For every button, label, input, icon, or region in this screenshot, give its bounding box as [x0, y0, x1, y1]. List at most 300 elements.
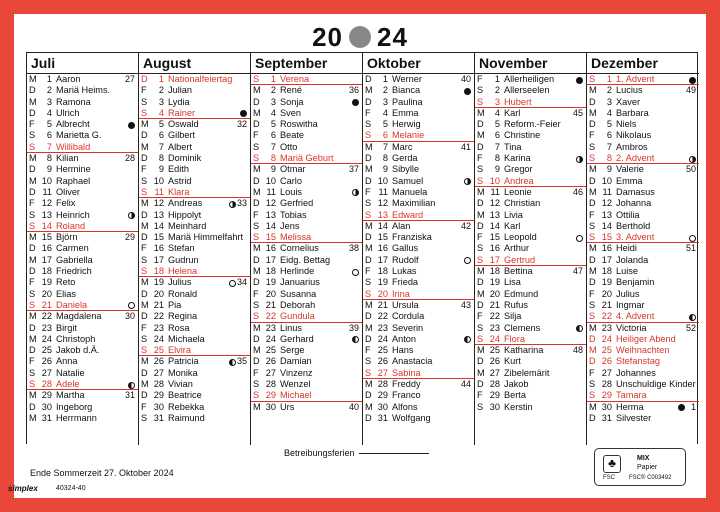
weekday: D [141, 311, 148, 322]
name-day: Julius [168, 277, 192, 288]
fsc-code: FSC® C003492 [629, 475, 672, 481]
name-day: Felix [56, 198, 76, 209]
day-row [587, 300, 699, 311]
weekday: D [477, 356, 484, 367]
day-row [363, 300, 474, 311]
day-number: 23 [265, 322, 276, 333]
weekday: S [141, 107, 148, 118]
name-day: Cornelius [280, 243, 319, 254]
fsc-tree-icon: ♣ [603, 455, 621, 473]
name-day: Hermine [56, 164, 91, 175]
name-day: Tina [504, 141, 522, 152]
name-day: Eidg. Bettag [280, 254, 331, 265]
day-number: 24 [489, 333, 500, 344]
name-day: Rosa [168, 322, 190, 333]
day-row [139, 187, 250, 198]
day-number: 30 [377, 401, 388, 412]
weekday: S [141, 333, 148, 344]
name-day: Ingeborg [56, 401, 93, 412]
day-row [363, 108, 474, 119]
weekday: M [365, 85, 373, 96]
weekday: M [253, 243, 261, 254]
name-day: Herwig [392, 119, 421, 130]
weekday: F [365, 345, 371, 356]
week-number: 52 [685, 322, 696, 333]
weekday: F [29, 119, 35, 130]
weekday: D [589, 254, 596, 265]
weekday: D [141, 209, 148, 220]
name-day: Irina [392, 288, 410, 299]
name-day: Serge [280, 345, 305, 356]
weekday: M [589, 401, 597, 412]
weekday: D [365, 254, 372, 265]
name-day: Allerheiligen [504, 74, 555, 84]
day-row [363, 164, 474, 175]
weekday: D [365, 153, 372, 164]
day-row [27, 368, 138, 379]
day-number: 21 [41, 299, 52, 310]
day-row [363, 119, 474, 130]
weekday: S [365, 198, 372, 209]
betreibungsferien-label: Betreibungsferien [284, 448, 429, 458]
moon-phase-new-icon [576, 77, 583, 84]
day-row [251, 221, 362, 232]
weekday: F [589, 367, 595, 378]
weekday: D [141, 74, 148, 84]
day-number: 1 [382, 74, 388, 84]
day-number: 14 [153, 220, 164, 231]
name-day: Edward [392, 209, 424, 220]
week-number: 31 [124, 390, 135, 401]
day-row [139, 198, 250, 209]
day-row [475, 74, 586, 85]
day-number: 7 [270, 141, 276, 152]
day-number: 25 [601, 345, 612, 356]
weekday: M [589, 107, 597, 118]
product-code: 40324-40 [56, 485, 86, 492]
week-number: 43 [460, 299, 471, 310]
day-row [139, 413, 250, 424]
weekday: M [589, 243, 597, 254]
day-number: 4 [382, 107, 388, 118]
day-row [27, 221, 138, 232]
name-day: Arthur [504, 243, 530, 254]
name-day: Hans [392, 345, 414, 356]
weekday: S [141, 175, 148, 186]
day-number: 16 [153, 243, 164, 254]
day-number: 7 [494, 141, 500, 152]
day-number: 5 [382, 119, 388, 130]
weekday: D [589, 333, 596, 344]
day-number: 16 [601, 243, 612, 254]
moon-phase-full-icon [464, 257, 471, 264]
moon-phase-last-icon [689, 314, 696, 321]
moon-phase-new-icon [240, 110, 247, 117]
weekday: D [365, 333, 372, 344]
day-number: 30 [489, 401, 500, 412]
moon-phase-full-icon [576, 235, 583, 242]
month-column [475, 53, 587, 445]
name-day: Ottilia [616, 209, 640, 220]
day-row [251, 232, 362, 243]
day-number: 18 [41, 266, 52, 277]
name-day: Pia [168, 299, 182, 310]
day-number: 25 [41, 345, 52, 356]
month-name: Juli [27, 53, 138, 74]
name-day: Cordula [392, 311, 425, 322]
weekday: D [29, 243, 36, 254]
name-day: Gertrud [504, 254, 536, 265]
weekday: S [29, 141, 36, 152]
week-number: 1 [690, 401, 696, 412]
day-row [251, 74, 362, 85]
weekday: S [365, 130, 372, 141]
day-number: 12 [153, 198, 164, 209]
weekday: S [477, 322, 484, 333]
day-row [363, 402, 474, 413]
day-number: 4 [270, 107, 276, 118]
day-row [475, 176, 586, 187]
moon-phase-full-icon [229, 280, 236, 287]
weekday: M [253, 107, 261, 118]
day-number: 9 [494, 164, 500, 175]
day-row [27, 413, 138, 424]
day-row [251, 289, 362, 300]
day-number: 13 [489, 209, 500, 220]
day-row [27, 266, 138, 277]
moon-phase-first-icon [576, 156, 583, 163]
day-number: 28 [489, 379, 500, 390]
day-number: 24 [377, 333, 388, 344]
day-number: 5 [158, 119, 164, 130]
months-grid [26, 52, 698, 444]
name-day: Nikolaus [616, 130, 652, 141]
day-number: 2 [606, 85, 612, 96]
weekday: D [365, 311, 372, 322]
day-number: 9 [382, 164, 388, 175]
weekday: S [365, 119, 372, 130]
name-day: René [280, 85, 302, 96]
name-day: Johannes [616, 367, 656, 378]
day-number: 27 [265, 367, 276, 378]
name-day: Gundula [280, 311, 315, 322]
name-day: Gerhard [280, 333, 314, 344]
name-day: Carmen [56, 243, 89, 254]
name-day: Valerie [616, 164, 644, 175]
name-day: Lisa [504, 277, 521, 288]
day-row [27, 390, 138, 401]
day-number: 13 [601, 209, 612, 220]
name-day: Heidi [616, 243, 637, 254]
weekday: M [365, 220, 373, 231]
day-row [139, 334, 250, 345]
day-row [27, 334, 138, 345]
day-row [139, 108, 250, 119]
day-number: 17 [377, 254, 388, 265]
weekday: F [365, 186, 371, 197]
day-row [587, 277, 699, 288]
day-row [251, 311, 362, 322]
week-number: 45 [572, 107, 583, 118]
name-day: Albert [168, 141, 193, 152]
name-day: Franco [392, 390, 421, 401]
day-number: 19 [377, 277, 388, 288]
weekday: D [253, 277, 260, 288]
day-number: 19 [489, 277, 500, 288]
day-number: 7 [158, 141, 164, 152]
name-day: Paulina [392, 96, 423, 107]
name-day: Klara [168, 186, 190, 197]
week-number: 33 [236, 198, 247, 209]
day-number: 3 [158, 96, 164, 107]
name-day: Andrea [504, 175, 534, 186]
name-day: Stefan [168, 243, 195, 254]
weekday: M [29, 311, 37, 322]
weekday: D [29, 85, 36, 96]
day-row [27, 119, 138, 130]
weekday: S [29, 367, 36, 378]
day-number: 24 [265, 333, 276, 344]
weekday: M [253, 322, 261, 333]
weekday: S [589, 379, 596, 390]
weekday: D [141, 153, 148, 164]
weekday: M [589, 186, 597, 197]
day-number: 26 [601, 356, 612, 367]
name-day: Alfons [392, 401, 418, 412]
month-column [139, 53, 251, 445]
day-number: 24 [153, 333, 164, 344]
weekday: D [477, 299, 484, 310]
month-column [27, 53, 139, 445]
day-number: 5 [270, 119, 276, 130]
week-number: 29 [124, 232, 135, 243]
day-row [139, 97, 250, 108]
name-day: Björn [56, 232, 78, 243]
name-day: Luise [616, 266, 638, 277]
name-day: Roswitha [280, 119, 318, 130]
name-day: Edith [168, 164, 189, 175]
weekday: M [141, 119, 149, 130]
month-name: Dezember [587, 53, 699, 74]
name-day: Christine [504, 130, 541, 141]
day-number: 16 [377, 243, 388, 254]
weekday: M [253, 266, 261, 277]
weekday: S [253, 311, 260, 322]
week-number: 27 [124, 74, 135, 84]
day-number: 10 [265, 175, 276, 186]
name-day: Allerseelen [504, 85, 550, 96]
month-name: November [475, 53, 586, 74]
day-row [139, 345, 250, 356]
day-number: 8 [606, 153, 612, 164]
day-number: 26 [265, 356, 276, 367]
name-day: Gilbert [168, 130, 196, 141]
name-day: Xaver [616, 96, 641, 107]
weekday: D [365, 232, 372, 243]
day-number: 27 [153, 367, 164, 378]
name-day: Flora [504, 333, 525, 344]
day-row [27, 289, 138, 300]
name-day: Oswald [168, 119, 199, 130]
name-day: Aaron [56, 74, 81, 84]
month-name: August [139, 53, 250, 74]
week-number: 35 [236, 356, 247, 367]
weekday: S [589, 141, 596, 152]
name-day: Dominik [168, 153, 202, 164]
day-number: 18 [601, 266, 612, 277]
name-day: Alan [392, 220, 411, 231]
weekday: M [29, 74, 37, 84]
day-row [475, 255, 586, 266]
week-number: 28 [124, 153, 135, 164]
day-number: 18 [489, 266, 500, 277]
name-day: Karl [504, 220, 521, 231]
weekday: D [477, 198, 484, 209]
day-row [139, 153, 250, 164]
day-number: 30 [41, 401, 52, 412]
moon-phase-last-icon [128, 382, 135, 389]
moon-phase-first-icon [128, 212, 135, 219]
weekday: S [477, 164, 484, 175]
name-day: Reto [56, 277, 76, 288]
day-row [27, 232, 138, 243]
day-row [475, 221, 586, 232]
weekday: S [141, 186, 148, 197]
day-row [251, 300, 362, 311]
moon-phase-new-icon [678, 404, 685, 411]
week-number: 44 [460, 379, 471, 390]
name-day: Weihnachten [616, 345, 670, 356]
name-day: Melanie [392, 130, 425, 141]
day-row [475, 311, 586, 322]
day-row [587, 130, 699, 141]
day-row [27, 142, 138, 153]
weekday: D [365, 175, 372, 186]
day-row [587, 402, 699, 413]
day-row [587, 187, 699, 198]
name-day: 4. Advent [616, 311, 655, 322]
name-day: Martha [56, 390, 85, 401]
day-number: 1 [270, 74, 276, 84]
day-number: 5 [606, 119, 612, 130]
day-number: 2 [382, 85, 388, 96]
weekday: F [365, 266, 371, 277]
day-number: 29 [377, 390, 388, 401]
name-day: Tamara [616, 390, 647, 401]
day-number: 25 [153, 345, 164, 356]
day-row [251, 277, 362, 288]
day-row [363, 243, 474, 254]
name-day: Astrid [168, 175, 192, 186]
day-row [475, 289, 586, 300]
day-number: 22 [489, 311, 500, 322]
weekday: D [589, 412, 596, 423]
day-row [139, 266, 250, 277]
day-number: 11 [602, 186, 612, 197]
day-row [251, 142, 362, 153]
weekday: D [253, 356, 260, 367]
day-row [27, 300, 138, 311]
day-number: 12 [601, 198, 612, 209]
day-number: 12 [377, 198, 388, 209]
name-day: 1. Advent [616, 74, 655, 84]
day-row [139, 243, 250, 254]
name-day: Jakob [504, 379, 529, 390]
day-row [475, 210, 586, 221]
day-number: 20 [265, 288, 276, 299]
day-row [475, 119, 586, 130]
weekday: S [253, 74, 260, 84]
day-number: 21 [153, 299, 164, 310]
name-day: Rufus [504, 299, 529, 310]
day-row [363, 232, 474, 243]
weekday: D [141, 130, 148, 141]
name-day: Raimund [168, 412, 205, 423]
weekday: D [141, 288, 148, 299]
name-day: Verena [280, 74, 310, 84]
weekday: M [365, 401, 373, 412]
day-number: 2 [46, 85, 52, 96]
day-row [251, 85, 362, 96]
weekday: D [589, 277, 596, 288]
day-row [251, 334, 362, 345]
day-number: 10 [41, 175, 52, 186]
day-row [27, 97, 138, 108]
name-day: Andreas [168, 198, 203, 209]
day-number: 31 [41, 412, 52, 423]
year-dot [349, 26, 371, 48]
day-row [363, 187, 474, 198]
name-day: Damian [280, 356, 312, 367]
name-day: Urs [280, 401, 295, 412]
weekday: F [477, 74, 483, 84]
day-number: 25 [377, 345, 388, 356]
day-number: 12 [41, 198, 52, 209]
day-row [139, 311, 250, 322]
weekday: M [477, 266, 485, 277]
day-number: 4 [606, 107, 612, 118]
name-day: Ronald [168, 288, 198, 299]
weekday: S [365, 367, 372, 378]
day-number: 27 [41, 367, 52, 378]
weekday: M [253, 345, 261, 356]
day-row [363, 266, 474, 277]
moon-phase-new-icon [352, 99, 359, 106]
name-day: Anna [56, 356, 78, 367]
day-number: 6 [606, 130, 612, 141]
month-name: Oktober [363, 53, 474, 74]
weekday: F [141, 401, 147, 412]
name-day: Anastacia [392, 356, 433, 367]
day-number: 20 [41, 288, 52, 299]
weekday: S [141, 96, 148, 107]
day-number: 22 [377, 311, 388, 322]
day-number: 14 [489, 220, 500, 231]
day-row [363, 176, 474, 187]
weekday: S [141, 412, 148, 423]
name-day: Ambros [616, 141, 648, 152]
moon-phase-first-icon [229, 201, 236, 208]
name-day: Melissa [280, 232, 312, 243]
name-day: Jens [280, 220, 300, 231]
day-row [139, 142, 250, 153]
day-row [27, 108, 138, 119]
day-number: 7 [382, 141, 388, 152]
name-day: Kurt [504, 356, 521, 367]
weekday: M [29, 333, 37, 344]
weekday: D [253, 119, 260, 130]
day-row [139, 390, 250, 401]
